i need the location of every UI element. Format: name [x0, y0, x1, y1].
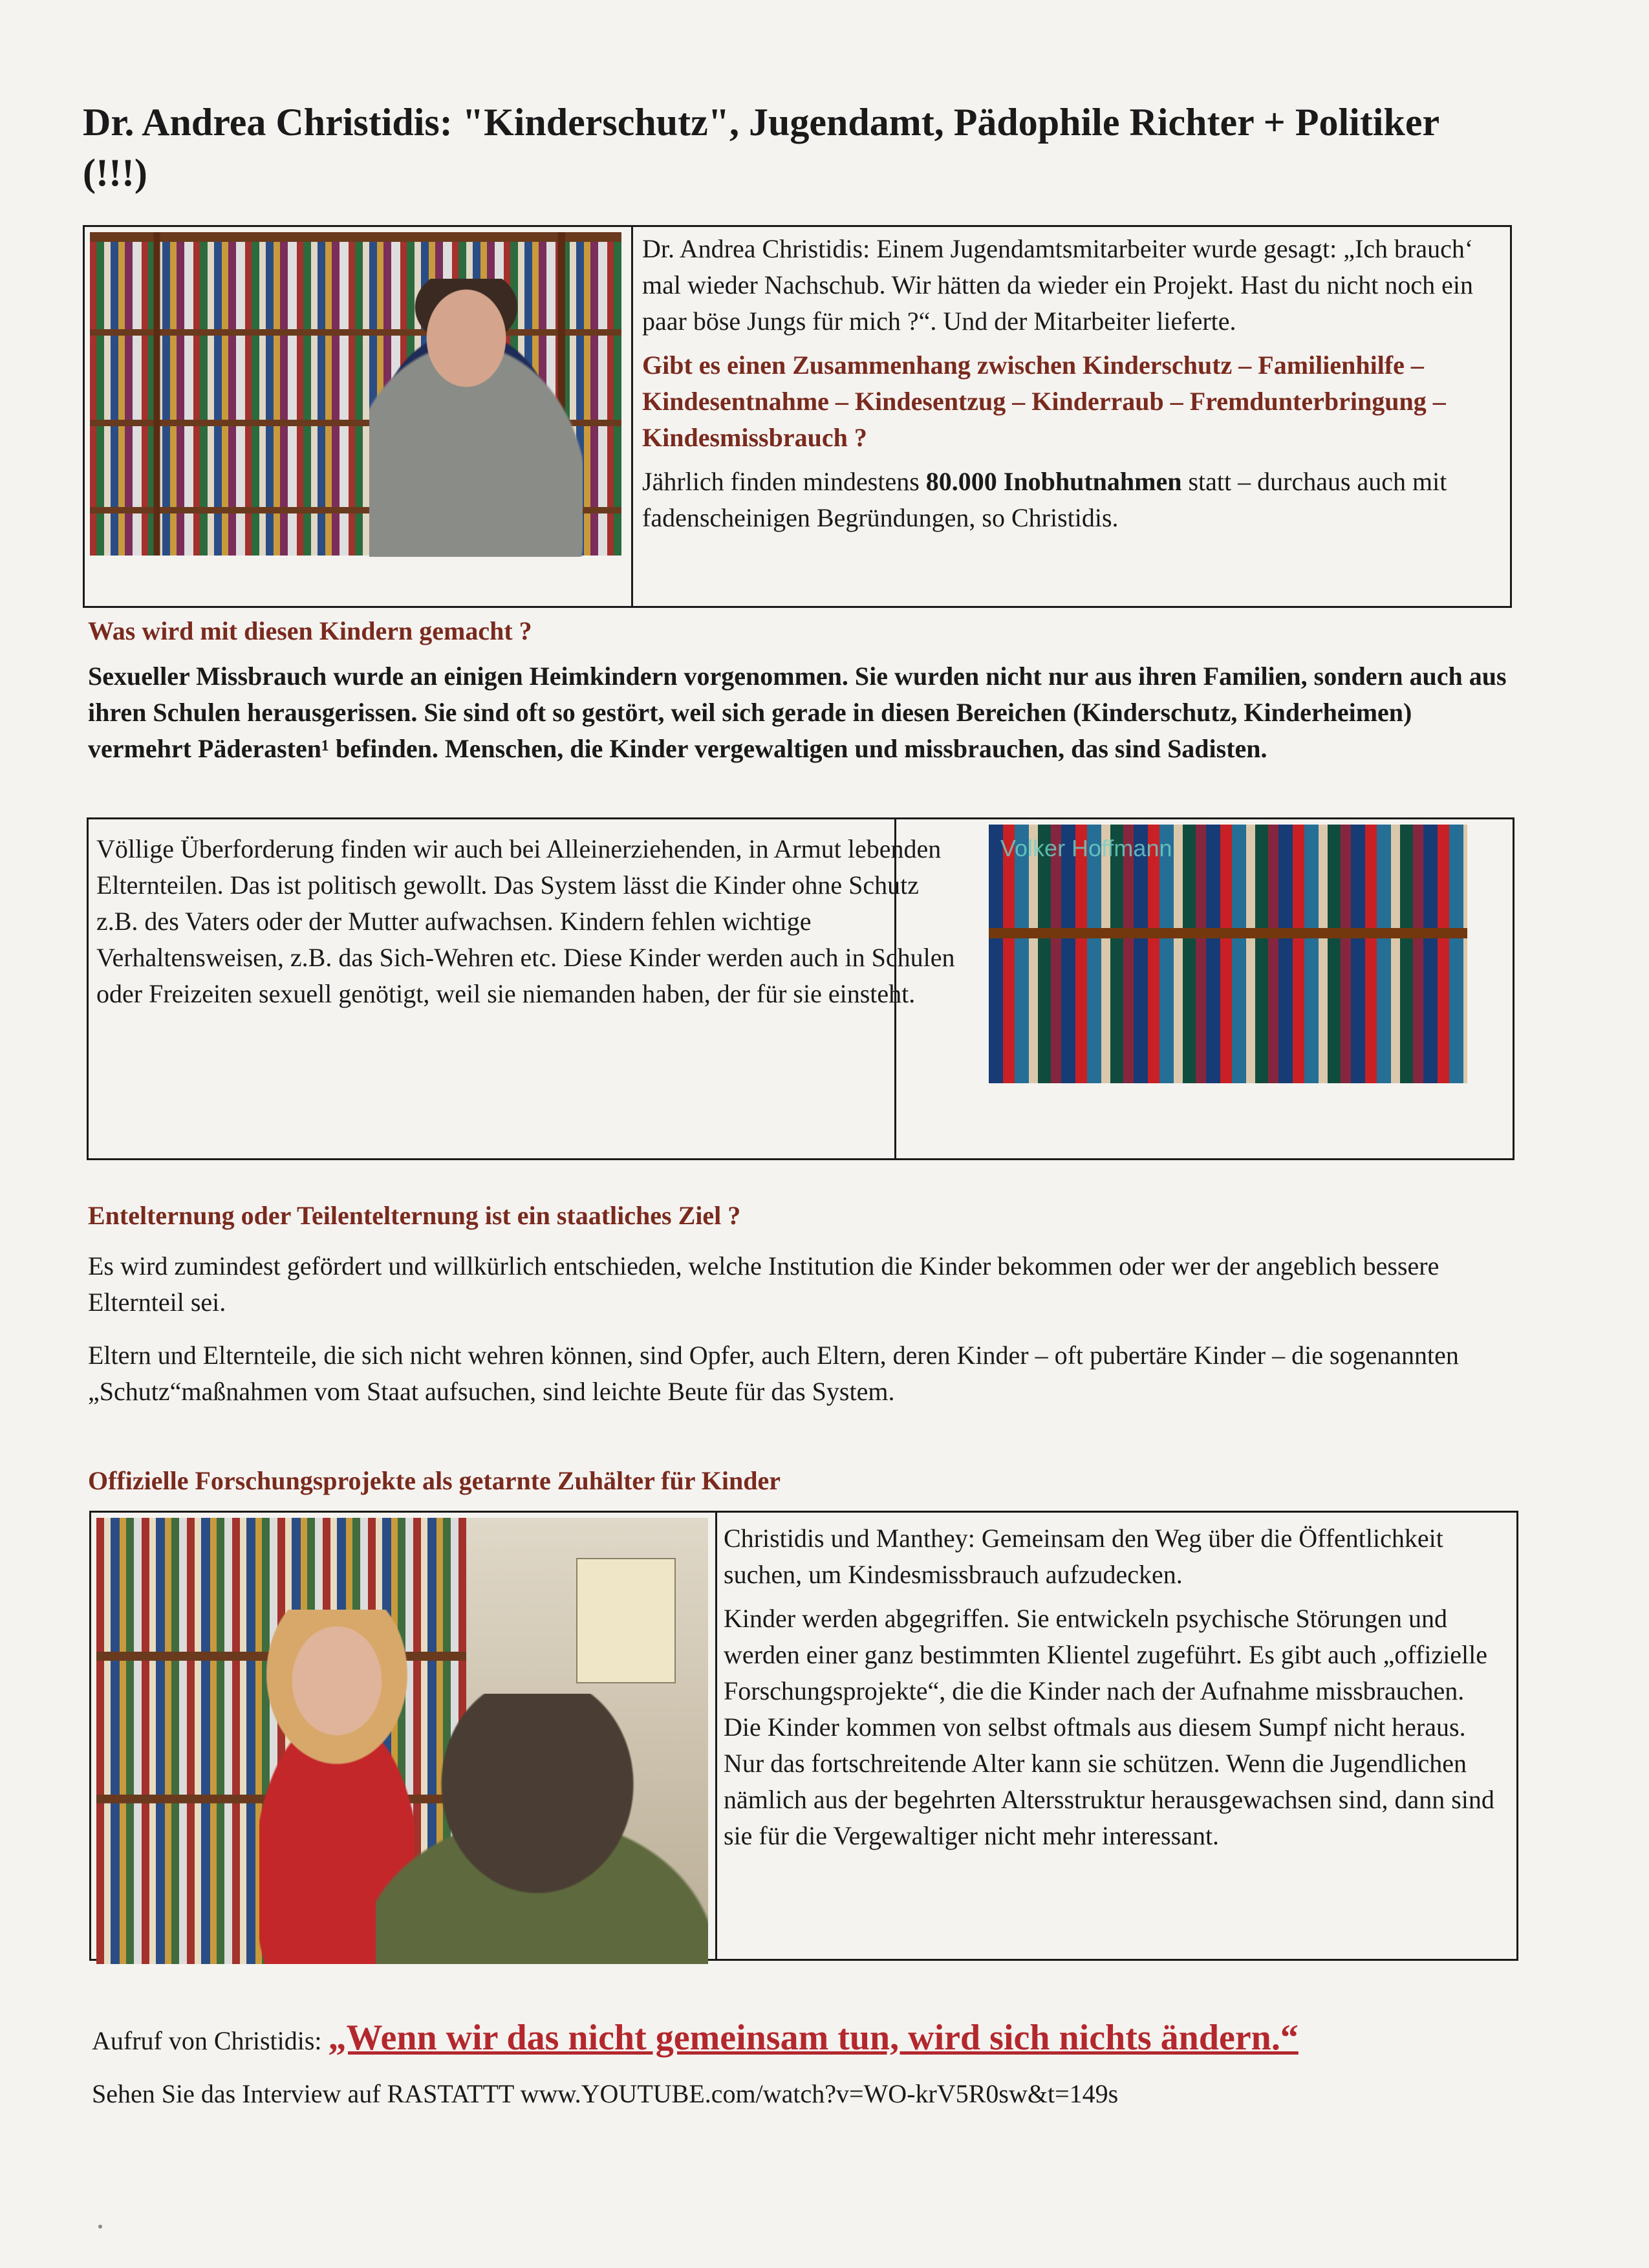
overload-text: Völlige Überforderung finden wir auch bei Alleinerziehenden, in Armut lebenden Elternteilen. Das ist politisch gewollt. Das System lässt die Kinder ohne Schutz z.B. des Vaters oder der Mutter aufwachsen. Kindern fehlen wichtige Verhaltensweisen, z.B. das Sich-Wehren etc. Diese Kinder werden auch in Schulen oder Freizeiten sexuell genötigt, weil sie niemanden haben, der für sie einsteht.	[96, 834, 955, 1008]
intro-box	[83, 225, 1512, 608]
intro-text-cell	[642, 231, 1501, 606]
research-text-cell	[724, 1520, 1507, 1959]
research-para1: Christidis und Manthey: Gemeinsam den Weg über die Öffentlichkeit suchen, um Kindesmissbrauch aufzudecken.	[724, 1524, 1443, 1589]
overload-text-cell	[96, 831, 963, 1158]
intro-photo-cell	[85, 227, 631, 606]
intro-quote: Dr. Andrea Christidis: Einem Jugendamtsmitarbeiter wurde gesagt: „Ich brauch‘ mal wieder Nachschub. Wir hätten da wieder ein Projekt. Hast du nicht noch ein paar böse Jungs für mich ?“. Und der Mitarbeiter lieferte.	[642, 234, 1474, 336]
section4-para2: Eltern und Elternteile, die sich nicht wehren können, sind Opfer, auch Eltern, deren Kinder – oft pubertäre Kinder – die sogenannten „Schutz“maßnahmen vom Staat aufsuchen, sind leichte Beute für das System.	[88, 1341, 1459, 1406]
intro-divider	[631, 227, 633, 606]
man-figure	[376, 1694, 708, 1964]
section2-body: Sexueller Missbrauch wurde an einigen Heimkindern vorgenommen. Sie wurden nicht nur aus ihren Familien, sondern auch aus ihren Schulen herausgerissen. Sie sind oft so gestört, weil sich gerade in diesen Bereichen (Kinderschutz, Kinderheimen) vermehrt Päderasten¹ befinden. Menschen, die Kinder vergewaltigen und missbrauchen, das sind Sadisten.	[88, 662, 1507, 763]
photo-caption-overlay: Volker Hoffmann	[1000, 835, 1172, 861]
wall-poster	[576, 1558, 676, 1683]
call-line	[92, 2015, 1514, 2064]
youtube-link[interactable]: Sehen Sie das Interview auf RASTATTT www.YOUTUBE.com/watch?v=WO-krV5R0sw&t=149s	[92, 2079, 1119, 2108]
research-divider	[715, 1513, 717, 1959]
section5-heading: Offizielle Forschungsprojekte als getarnte Zuhälter für Kinder	[88, 1466, 781, 1495]
stat-post: statt – durchaus auch mit fadenscheinigen Begründungen, so Christidis.	[642, 467, 1447, 532]
page-title: Dr. Andrea Christidis: "Kinderschutz", Jugendamt, Pädophile Richter + Politiker (!!!)	[83, 101, 1439, 194]
section4-heading: Entelternung oder Teilentelternung ist ein staatliches Ziel ?	[88, 1201, 741, 1230]
call-label: Aufruf von Christidis:	[92, 2026, 329, 2055]
research-box	[89, 1511, 1518, 1961]
section4-para1: Es wird zumindest gefördert und willkürlich entschieden, welche Institution die Kinder bekommen oder wer der angeblich bessere Elternteil sei.	[88, 1251, 1439, 1317]
stat-bold: 80.000 Inobhutnahmen	[925, 467, 1182, 496]
scan-speck	[98, 2225, 102, 2229]
overload-divider	[894, 819, 896, 1158]
section2-heading: Was wird mit diesen Kindern gemacht ?	[88, 616, 532, 645]
christidis-figure	[369, 279, 583, 557]
bookshelf-photo	[989, 825, 1467, 1083]
call-quote: „Wenn wir das nicht gemeinsam tun, wird sich nichts ändern.“	[328, 2018, 1299, 2058]
intro-question: Gibt es einen Zusammenhang zwischen Kinderschutz – Familienhilfe – Kindesentnahme – Kindesentzug – Kinderraub – Fremdunterbringung – Kindesmissbrauch ?	[642, 351, 1446, 452]
intro-statistic	[642, 464, 1501, 536]
research-para2: Kinder werden abgegriffen. Sie entwickeln psychische Störungen und werden einer ganz bestimmten Klientel zugeführt. Es gibt auch „offizielle Forschungsprojekte“, die die Kinder nach der Aufnahme missbrauchen. Die Kinder kommen von selbst oftmals aus diesem Sumpf nicht heraus. Nur das fortschreitende Alter kann sie schützen. Wenn die Jugendlichen nämlich aus der begehrten Altersstruktur herausgewachsen sind, dann sind sie für die Vergewaltiger nicht mehr interessant.	[724, 1604, 1494, 1850]
overload-box	[87, 817, 1514, 1160]
stat-pre: Jährlich finden mindestens	[642, 467, 926, 496]
